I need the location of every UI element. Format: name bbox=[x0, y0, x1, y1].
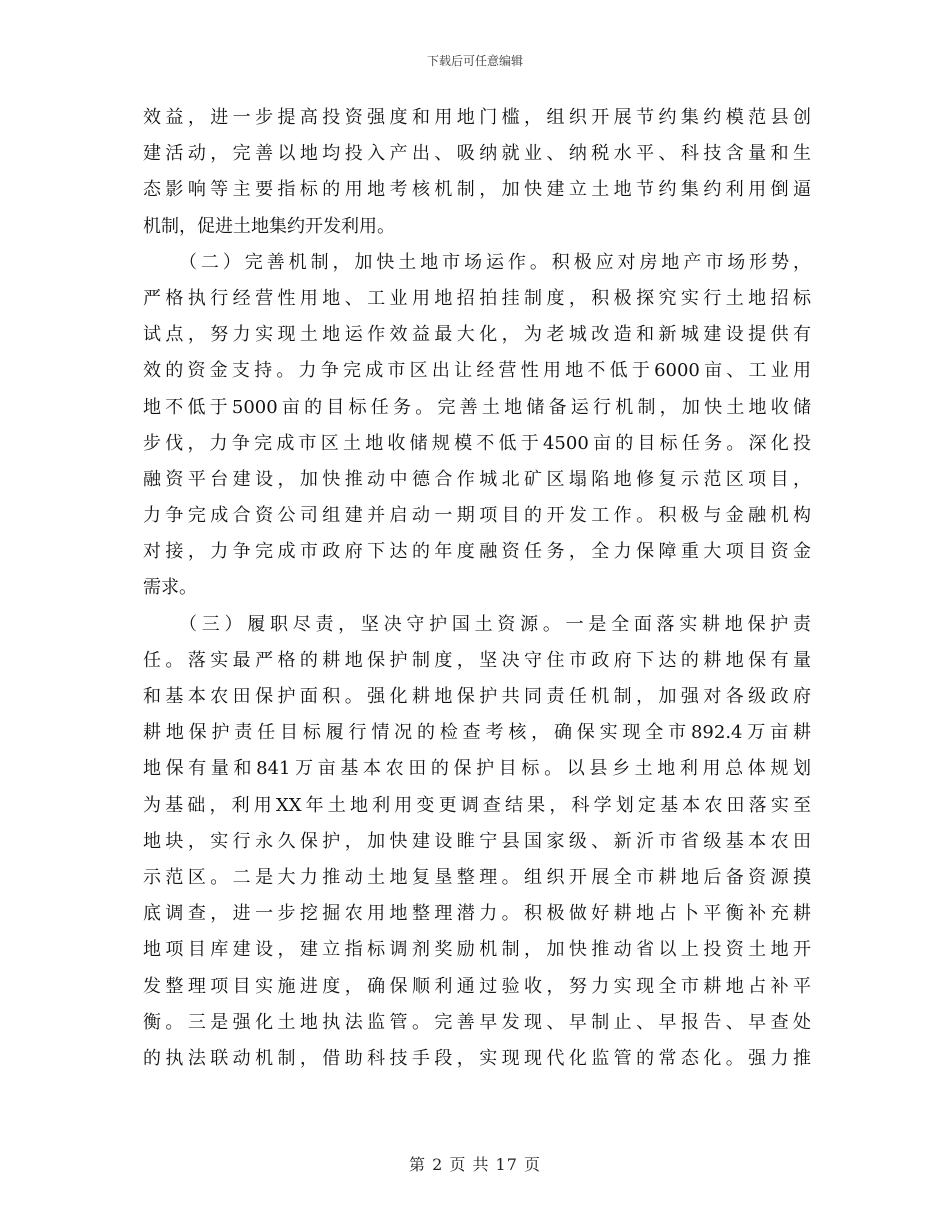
text-line: 的执法联动机制，借助科技手段，实现现代化监管的常态化。强力推 bbox=[143, 1047, 811, 1069]
text-line: 地块，实行永久保护，加快建设睢宁县国家级、新沂市省级基本农田 bbox=[143, 830, 811, 852]
text-line: 严格执行经营性用地、工业用地招拍挂制度，积极探究实行土地招标 bbox=[143, 287, 811, 309]
text-line: 地项目库建设，建立指标调剂奖励机制，加快推动省以上投资土地开 bbox=[143, 939, 811, 961]
text-line: 发整理项目实施进度，确保顺利通过验收，努力实现全市耕地占补平 bbox=[143, 975, 811, 997]
text-line: 衡。三是强化土地执法监管。完善早发现、早制止、早报告、早查处 bbox=[143, 1011, 811, 1033]
text-line: 地保有量和841万亩基本农田的保护目标。以县乡土地利用总体规划 bbox=[143, 758, 811, 780]
text-line: 步伐，力争完成市区土地收储规模不低于4500亩的目标任务。深化投 bbox=[143, 432, 811, 454]
text-line: 底调查，进一步挖掘农用地整理潜力。积极做好耕地占卜平衡补充耕 bbox=[143, 903, 811, 925]
text-line: 示范区。二是大力推动土地复垦整理。组织开展全市耕地后备资源摸 bbox=[143, 866, 811, 888]
text-line: 对接，力争完成市政府下达的年度融资任务，全力保障重大项目资金 bbox=[143, 541, 811, 563]
text-line: 建活动，完善以地均投入产出、吸纳就业、纳税水平、科技含量和生 bbox=[143, 143, 811, 165]
text-line: 试点，努力实现土地运作效益最大化，为老城改造和新城建设提供有 bbox=[143, 324, 811, 346]
text-line: 力争完成合资公司组建并启动一期项目的开发工作。积极与金融机构 bbox=[143, 505, 811, 527]
paragraph-1 bbox=[143, 100, 811, 245]
document-body bbox=[143, 100, 811, 1077]
text-line: （二）完善机制，加快土地市场运作。积极应对房地产市场形势， bbox=[179, 251, 811, 273]
text-line: 为基础，利用XX年土地利用变更调查结果，科学划定基本农田落实至 bbox=[143, 794, 811, 816]
text-line: 态影响等主要指标的用地考核机制，加快建立土地节约集约利用倒逼 bbox=[143, 179, 811, 201]
text-line: 需求。 bbox=[143, 577, 197, 599]
text-line: 效的资金支持。力争完成市区出让经营性用地不低于6000亩、工业用 bbox=[143, 360, 811, 382]
text-line: 融资平台建设，加快推动中德合作城北矿区塌陷地修复示范区项目， bbox=[143, 468, 811, 490]
text-line: 机制，促进土地集约开发利用。 bbox=[143, 215, 395, 237]
paragraph-2 bbox=[143, 245, 811, 607]
text-line: （三）履职尽责，坚决守护国土资源。一是全面落实耕地保护责 bbox=[179, 613, 811, 635]
page-number: 第 2 页 共 17 页 bbox=[409, 1155, 541, 1174]
text-line: 效益，进一步提高投资强度和用地门槛，组织开展节约集约模范县创 bbox=[143, 107, 811, 128]
text-line: 耕地保护责任目标履行情况的检查考核，确保实现全市892.4万亩耕 bbox=[143, 722, 811, 744]
page-header: 下载后可任意编辑 bbox=[426, 54, 523, 68]
paragraph-3 bbox=[143, 607, 811, 1077]
text-line: 地不低于5000亩的目标任务。完善土地储备运行机制，加快土地收储 bbox=[143, 396, 811, 418]
text-line: 任。落实最严格的耕地保护制度，坚决守住市政府下达的耕地保有量 bbox=[143, 649, 811, 671]
text-line: 和基本农田保护面积。强化耕地保护共同责任机制，加强对各级政府 bbox=[143, 686, 811, 707]
